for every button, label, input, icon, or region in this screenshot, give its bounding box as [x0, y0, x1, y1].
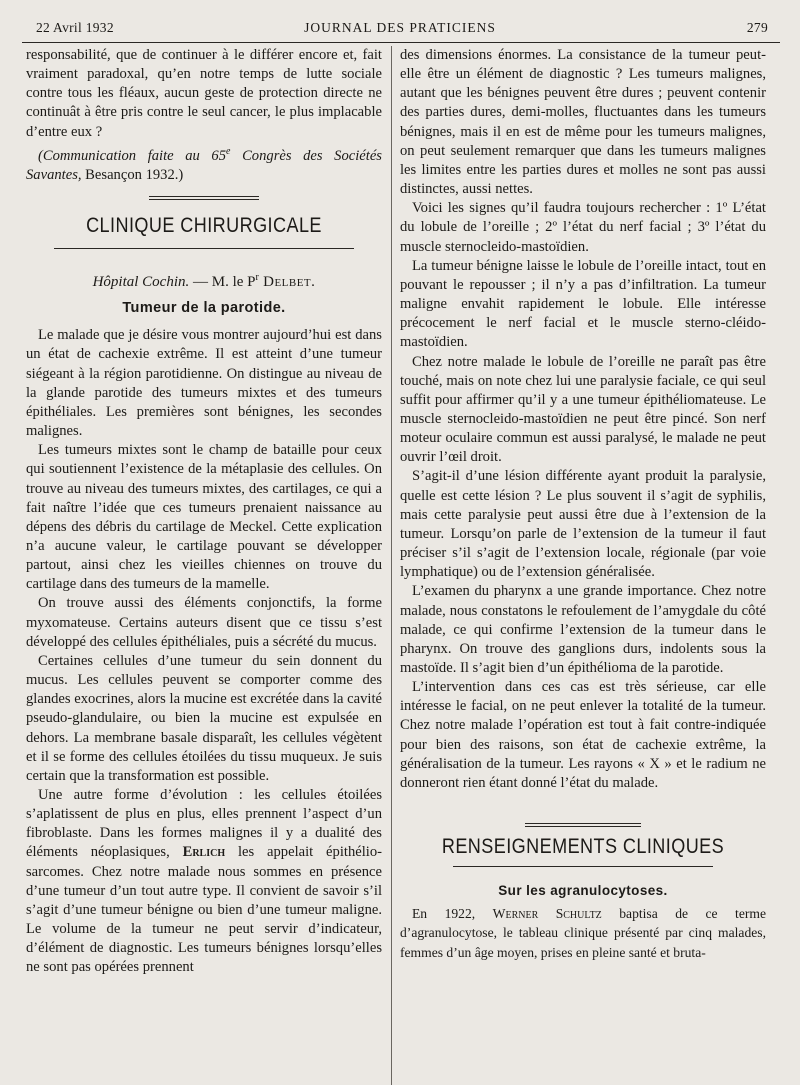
header-rule: [22, 42, 780, 43]
paragraph: S’agit-il d’une lésion différente ayant produit la paralysie, quelle est cette lésion ? Le plus souvent il s’agit de syphilis, mais cette paralysie peut aussi être due à l’extension de la tumeur. Lorsqu’on parle de l’extension de la tumeur il faut préciser s’il s’agit de l’extension locale, régionale (par voie lymphatique) ou de l’extension généralisée.: [400, 468, 766, 581]
right-column: [400, 46, 766, 962]
paragraph: On trouve aussi des éléments conjonctifs, la forme myxomateuse. Certains auteurs disent que ce tissu s’est développé des cellules épithéliales, puis a sécrété du mucus.: [26, 595, 382, 650]
paragraph-text: Une autre forme d’évolution : les cellules étoilées s’aplatissent de plus en plus, elles prennent l’aspect d’un fibroblaste. Dans les formes malignes il y a dualité des éléments néoplasiques,: [26, 787, 382, 861]
column-divider: [391, 46, 392, 1085]
section-ornament: [149, 196, 259, 200]
paragraph: Certaines cellules d’une tumeur du sein donnent du mucus. Les cellules peuvent se comporter comme des glandes exocrines, alors la mucine est excrétée dans la cavité pseudo-glandulaire, ou bien la mucine est expulsée en dehors. La membrane basale disparaît, les cellules végètent et il se forme des cellules étoilées du tissu muqueux. Je suis certain que la transformation est possible.: [26, 652, 382, 784]
running-header: [30, 18, 770, 40]
article-title-agranulocytoses: Sur les agranulocytoses.: [498, 883, 668, 899]
author-name-schultz: Werner Schultz: [492, 906, 602, 922]
article-title-parotide: Tumeur de la parotide.: [122, 300, 286, 317]
section-title-clinique: CLINIQUE CHIRURGICALE: [86, 213, 322, 237]
header-date: 22 Avril 1932: [36, 20, 114, 35]
byline-title-sup: r: [255, 271, 259, 283]
communication-sup: e: [226, 145, 231, 157]
header-page-number: 279: [746, 20, 768, 35]
paragraph: Chez notre malade le lobule de l’oreille ne paraît pas être touché, mais on note chez lui une paralysie faciale, ce qui seul suffit pour affirmer qu’il y a une tumeur épithéliomateuse. Le muscle sternocleido-mastoïdien ne peut être pincé. Son nerf moteur oculaire commun est aussi paralysé, le malade ne peut ouvrir l’œil droit.: [400, 353, 766, 466]
paragraph: [400, 904, 766, 961]
section-title-renseignements: RENSEIGNEMENTS CLINIQUES: [441, 835, 725, 859]
paragraph: Voici les signes qu’il faudra toujours rechercher : 1º L’état du lobule de l’oreille ; 2º l’état du nerf facial ; 3º l’état du muscle sternocleido-mastoïdien.: [400, 200, 766, 255]
paragraph: L’intervention dans ces cas est très sérieuse, car elle intéresse le facial, on ne peut enlever la totalité de la tumeur. Chez notre malade l’opération est tout à fait contre-indiquée pour bien des raisons, son état de cachexie extrême, la généralisation de la tumeur. Les rayons « X » et le radium ne donneront rien étant donné l’état du malade.: [400, 679, 766, 791]
section-title-rule: [54, 248, 354, 249]
left-column: [26, 46, 382, 978]
paragraph: des dimensions énormes. La consistance de la tumeur peut-elle être un élément de diagnostic ? Les tumeurs malignes, autant que les bénignes peuvent être dures ; peuvent contenir des parties dures, demi-molles, fluctuantes dans les tumeurs bénignes, mais il en est de même pour les tumeurs malignes, on peut seulement remarquer que dans les tumeurs malignes les limites entre les parties dures et molles ne sont pas aussi distinctes, aussi nettes.: [400, 47, 766, 198]
paragraph-text: les appelait épithélio-sarcomes. Chez notre malade nous sommes en présence d’une tumeur d’un tout autre type. Il convient de savoir s’il s’agit d’une tumeur bénigne ou bien d’une tumeur maligne. Le volume de la tumeur ne peut servir d’indicateur, d’élément de diagnostic. Les tumeurs bénignes lorsqu’elles ne sont pas opérées prennent: [26, 844, 382, 976]
paragraph: La tumeur bénigne laisse le lobule de l’oreille intact, tout en pouvant le repousser ; il n’y a pas d’infiltration. La tumeur maligne envahit rapidement le lobule. Elle intéresse précocement le nerf facial et le muscle sterno-cléido-mastoïdien.: [400, 257, 766, 351]
communication-note: [26, 142, 382, 185]
communication-roman: Besançon 1932.): [81, 166, 184, 183]
paragraph: L’examen du pharynx a une grande importance. Chez notre malade, nous constatons le refoulement de l’amygdale du côté malade, ce qui confirme l’extension de la tumeur dans le pharynx. On trouve des ganglions durs, indolents sous la mastoïde. Il s’agit bien d’un épithélioma de la parotide.: [400, 583, 766, 676]
paragraph: [26, 786, 382, 978]
author-name-erlich: Erlich: [182, 844, 226, 861]
communication-italic-2: Congrès des Sociétés Savantes,: [26, 147, 382, 183]
byline-author: Delbet.: [258, 273, 316, 290]
header-journal-title: JOURNAL DES PRATICIENS: [304, 20, 496, 35]
paragraph: Les tumeurs mixtes sont le champ de bataille pour ceux qui soutiennent l’existence de la métaplasie des cellules. On trouve au niveau des tumeurs mixtes, des cartilages, ce qui a fait naître l’idée que ces tumeurs prenaient naissance au dépens des débris du cartilage de Meckel. Cette explication n’a aucune valeur, le cartilage pouvant se développer partout, ainsi chez les vieilles chiennes on trouve du cartilage dans des tumeurs de la mamelle.: [26, 442, 382, 593]
paragraph: Le malade que je désire vous montrer aujourd’hui est dans un état de cachexie extrême. Il est atteint d’une tumeur siégeant à la région parotidienne. On distingue au niveau de la glande parotide des tumeurs mixtes et des tumeurs épithéliales. Les premières sont bénignes, les secondes malignes.: [26, 327, 382, 440]
hospital-byline: [26, 268, 382, 292]
section-title-rule: [453, 866, 713, 867]
hospital-name: Hôpital Cochin.: [92, 273, 190, 290]
intro-paragraph: responsabilité, que de continuer à le différer encore et, fait vraiment paradoxal, qu’en notre temps de lutte sociale contre tous les fléaux, aucun geste de protection directe ne continuât à être pris contre le seul cancer, le plus implacable d’entre eux ?: [26, 47, 382, 140]
paragraph-text: baptisa de ce terme d’agranulocytose, le tableau clinique présenté par cinq malades, femmes d’un âge moyen, prises en pleine santé et bruta-: [400, 906, 766, 960]
section-ornament: [525, 823, 641, 827]
byline-prefix: — M. le P: [189, 273, 256, 290]
communication-italic: (Communication faite au 65: [38, 147, 227, 164]
paragraph-text: En 1922,: [412, 906, 493, 922]
